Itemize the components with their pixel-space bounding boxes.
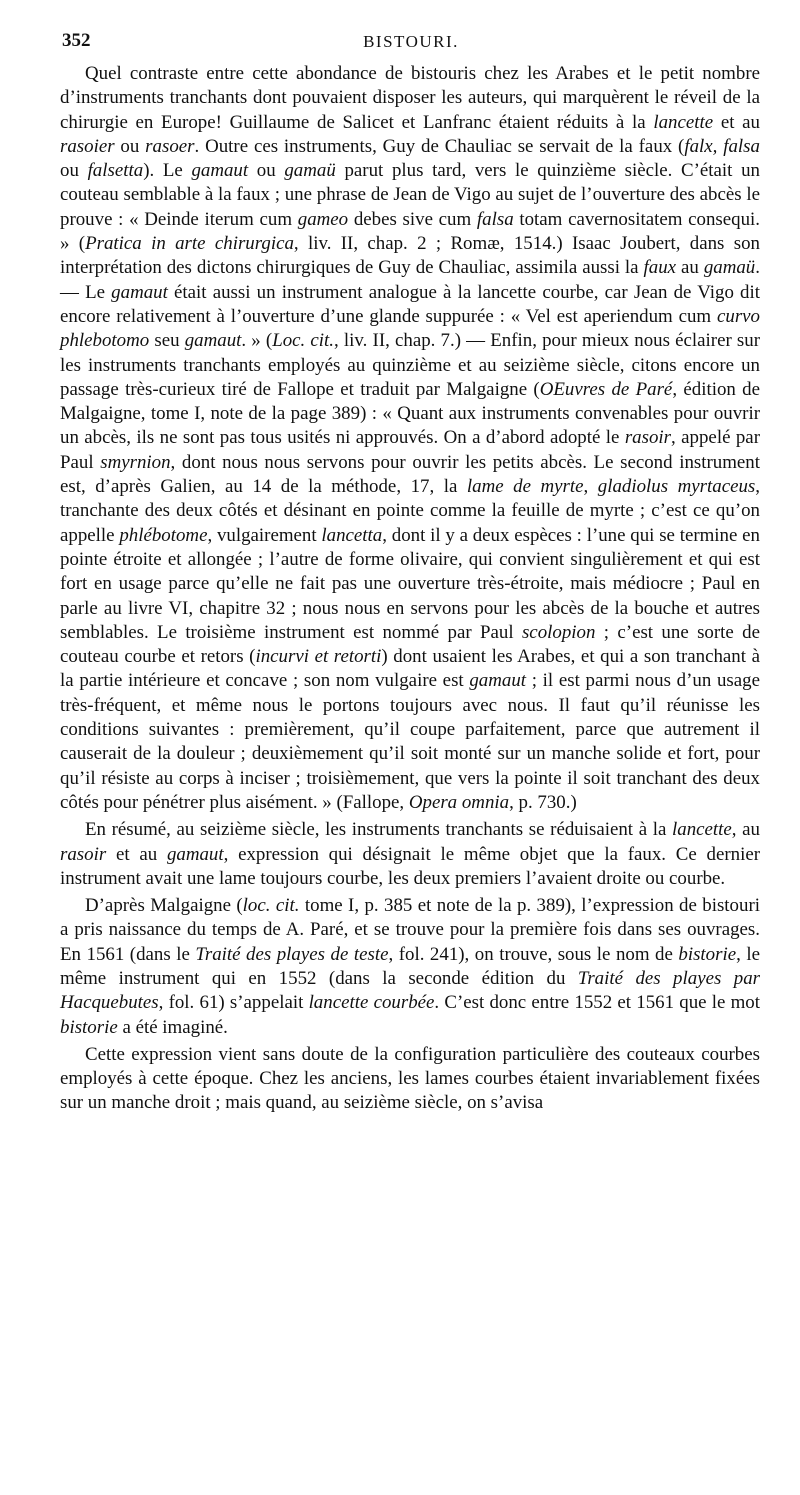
italic-run: Traité des playes par Hacquebutes: [60, 967, 761, 1014]
text-run: , appelé par Paul: [60, 427, 760, 473]
text-run: , dont il y a deux espèces : l’une qui se termine en pointe étroite et allongée ; l’autre de forme olivaire, qui convient singulièrement et qui est fort en usage parce qu’elle ne fait pas une ouverture très-étroite, mais médiocre ; Paul en parle au livre VI, chapitre 32 ; nous nous en servons pour les abcès de la bouche et autres semblables. Le troisième instrument est nommé par Paul: [60, 524, 760, 643]
text-run: tome I, p. 385 et note de la p. 389), l’expression de bistouri a pris naissance du temps de A. Paré, et se trouve pour la première fois dans ses ouvrages. En 1561 (dans le: [60, 895, 760, 965]
italic-run: lame de myrte: [466, 476, 584, 498]
italic-run: phlébotome: [119, 524, 208, 546]
italic-run: gamaü: [284, 160, 336, 182]
italic-run: faux: [643, 257, 677, 279]
text-run: Cette expression vient sans doute de la configuration particulière des couteaux courbes employés à cette époque. Chez les anciens, les lames courbes étaient invariablement fixées sur un manche droit ; mais quand, au seizième siècle, on s’avisa: [60, 1043, 760, 1114]
paragraph-3: [60, 894, 760, 1040]
italic-run: gamaü: [703, 257, 756, 279]
italic-run: lancetta: [321, 524, 383, 546]
text-run: ou: [248, 160, 285, 182]
text-run: . — Le: [60, 257, 760, 303]
italic-run: Pratica in arte chirurgica: [85, 233, 294, 255]
text-run: En résumé, au seizième siècle, les instruments tranchants se réduisaient à la: [85, 819, 672, 841]
paragraph-2: [60, 818, 760, 891]
italic-run: bistorie: [60, 1016, 118, 1038]
text-run: et au: [106, 843, 167, 865]
italic-run: Traité des playes de teste: [195, 943, 389, 965]
text-run: , expression qui désignait le même objet que la faux. Ce dernier instrument avait une lame toujours courbe, les deux premiers l’avaient droite ou courbe.: [60, 843, 760, 889]
italic-run: falsetta: [87, 160, 144, 182]
text-run: . C’est donc entre 1552 et 1561 que le mot: [434, 992, 760, 1014]
text-run: , au: [731, 819, 760, 841]
text-run: , p. 730.): [509, 791, 577, 813]
italic-run: rasoer: [145, 135, 195, 157]
text-run: était aussi un instrument analogue à la lancette courbe, car Jean de Vigo dit encore relativement à l’ouverture d’une glande suppurée : « Vel est aperiendum cum: [60, 281, 761, 327]
italic-run: incurvi et retorti: [255, 646, 382, 668]
text-run: , dont nous nous servons pour ouvrir les petits abcès. Le second instrument est, d’après Galien, au 14 de la méthode, 17, la: [60, 451, 760, 498]
italic-run: gamaut: [184, 330, 242, 352]
text-run: debes sive cum: [348, 208, 477, 230]
italic-run: gamaut: [111, 281, 168, 303]
italic-run: falsa: [476, 208, 514, 230]
text-run: , vulgairement: [207, 524, 322, 546]
text-run: , liv. II, chap. 2 ; Romæ, 1514.) Isaac Joubert, dans son interprétation des dictons chirurgiques de Guy de Chauliac, assimila aussi la: [60, 233, 760, 279]
text-run: totam cavernositatem consequi. » (: [60, 208, 760, 255]
text-run: , tranchante des deux côtés et désinant en pointe comme la feuille de myrte ; c’est ce qu’on appelle: [60, 476, 760, 546]
italic-run: bistorie: [678, 943, 737, 965]
text-run: seu: [149, 330, 185, 352]
text-run: . » (: [241, 330, 273, 352]
text-run: , liv. II, chap. 7.) — Enfin, pour mieux nous éclairer sur les instruments tranchants employés au quinzième et au seizième siècle, citons encore un passage très-curieux tiré de Fallope et traduit par Malgaigne (: [60, 330, 760, 400]
italic-run: scolopion: [521, 621, 596, 643]
text-run: ). Le: [143, 160, 192, 182]
text-run: ) dont usaient les Arabes, et qui a son tranchant à la partie intérieure et concave ; son nom vulgaire est: [60, 646, 760, 692]
body-text: [60, 62, 760, 1116]
text-run: ; c’est une sorte de couteau courbe et retors (: [60, 621, 760, 668]
italic-run: lancette courbée: [308, 992, 435, 1014]
paragraph-4: [60, 1043, 760, 1116]
italic-run: falx, falsa: [684, 135, 760, 157]
text-run: ou: [60, 160, 88, 182]
text-run: et au: [713, 111, 760, 133]
italic-run: rasoir: [624, 427, 672, 449]
text-run: parut plus tard, vers le quinzième siècle. C’était un couteau semblable à la faux ; une phrase de Jean de Vigo au sujet de l’ouverture des abcès le prouve : « Deinde iterum cum: [60, 160, 760, 230]
italic-run: rasoier: [60, 135, 115, 157]
italic-run: gamaut: [469, 670, 527, 692]
italic-run: lancette: [653, 111, 714, 133]
italic-run: gamaut: [191, 160, 249, 182]
italic-run: loc. cit.: [242, 895, 300, 917]
italic-run: smyrnion: [100, 451, 171, 473]
italic-run: gamaut: [166, 843, 224, 865]
text-run: ,: [583, 476, 598, 498]
text-run: a été imaginé.: [117, 1016, 228, 1038]
text-run: , le même instrument qui en 1552 (dans la seconde édition du: [60, 943, 760, 989]
text-run: , édition de Malgaigne, tome I, note de la page 389) : « Quant aux instruments convenables pour ouvrir un abcès, ils ne sont pas tous usités ni approuvés. On a d’abord adopté le: [60, 378, 761, 449]
text-run: ou: [114, 135, 146, 157]
page-number: 352: [62, 30, 91, 51]
text-run: Quel contraste entre cette abondance de bistouris chez les Arabes et le petit nombre d’instruments tranchants dont pouvaient disposer les auteurs, qui marquèrent le réveil de la chirurgie en Europe! Guillaume de Salicet et Lanfranc étaient réduits à la: [60, 63, 760, 133]
text-run: , fol. 61) s’appelait: [158, 992, 309, 1014]
page-header: [62, 30, 760, 58]
italic-run: lancette: [672, 819, 732, 841]
italic-run: gameo: [297, 208, 349, 230]
italic-run: rasoir: [60, 843, 107, 865]
text-run: ; il est parmi nous d’un usage très-fréquent, et même nous le portons toujours avec nous. Il faut qu’il réunisse les conditions suivantes : premièrement, qu’il coupe parfaitement, parce que autrement il causerait de la douleur ; deuxièmement qu’il soit monté sur un manche solide et fort, pour qu’il résiste au corps à inciser ; troisièmement, que vers la pointe il soit tranchant des deux côtés pour pénétrer plus aisément. » (Fallope,: [60, 670, 760, 813]
italic-run: OEuvres de Paré: [539, 378, 673, 400]
text-run: D’après Malgaigne (: [85, 895, 243, 917]
paragraph-1: [60, 62, 760, 815]
text-run: . Outre ces instruments, Guy de Chauliac se servait de la faux (: [194, 135, 685, 157]
text-run: au: [676, 257, 704, 279]
italic-run: curvo phlebotomo: [60, 305, 760, 352]
italic-run: Opera omnia: [408, 791, 510, 813]
italic-run: Loc. cit.: [272, 330, 335, 352]
text-run: , fol. 241), on trouve, sous le nom de: [388, 943, 679, 965]
italic-run: gladiolus myrtaceus: [597, 476, 756, 498]
running-title: BISTOURI.: [363, 32, 459, 51]
